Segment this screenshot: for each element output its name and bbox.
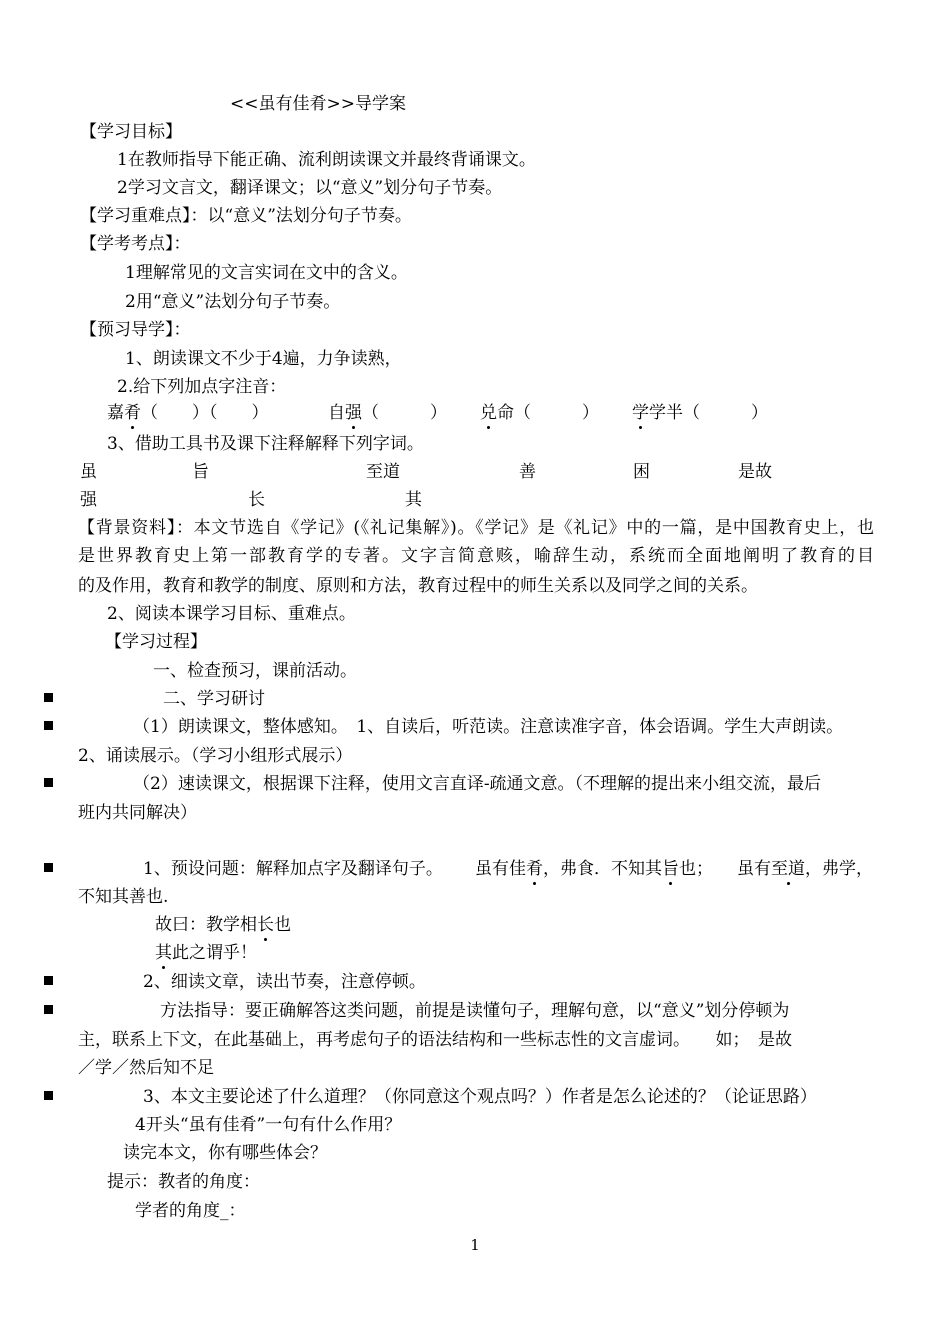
key-points-text: ：以“意义”法划分句子节奏。	[190, 206, 412, 226]
exam-points-heading: 【学考考点】	[80, 234, 174, 254]
word: 自	[328, 403, 345, 423]
preview-item: 2.给下列加点字注音：	[117, 377, 287, 397]
bullet-icon	[44, 1005, 53, 1014]
background-text: ：本文节选自《学记》(《礼记集解》)。《学记》是《礼记》中的一篇，是中国教育史上，也	[175, 518, 875, 538]
dotted-char: 其	[155, 943, 172, 963]
answer-blank: （ ）（ ）	[141, 403, 269, 423]
heading-suffix: ：	[173, 320, 191, 340]
bullet-icon	[44, 863, 53, 872]
bullet-icon	[44, 721, 53, 730]
page-title: <<虽有佳肴>>导学案	[230, 94, 406, 114]
objective-item: 2学习文言文，翻译课文；以“意义”划分句子节奏。	[117, 178, 503, 198]
exam-point-item: 2用“意义”法划分句子节奏。	[125, 292, 341, 312]
dotted-char: 至道	[771, 859, 805, 879]
pinyin-item	[480, 402, 599, 424]
bullet-icon	[44, 1091, 53, 1100]
preview-item: 3、借助工具书及课下注释解释下列字词。	[107, 434, 424, 454]
key-points	[80, 205, 412, 227]
process-item: 读完本文，你有哪些体会？	[123, 1143, 327, 1163]
process-heading: 【学习过程】	[105, 632, 207, 652]
answer-blank: （ ）	[362, 403, 447, 423]
question-sentence	[155, 942, 257, 964]
background-line: 的及作用，教育和教学的制度、原则和方法，教育过程中的师生关系以及同学之间的关系。	[78, 576, 758, 596]
dotted-char: 兑	[480, 403, 497, 423]
bullet-icon	[44, 778, 53, 787]
dotted-char: 长	[257, 915, 274, 935]
dotted-char: 旨	[662, 859, 679, 879]
objective-item: 1在教师指导下能正确、流利朗读课文并最终背诵课文。	[117, 150, 536, 170]
sentence-text: 故曰：教学相	[155, 915, 257, 935]
background-heading: 【背景资料】	[78, 518, 176, 538]
vocab-word: 至道	[366, 462, 400, 482]
page-number: 1	[470, 1236, 480, 1254]
sentence-text: 虽有佳	[475, 859, 526, 879]
bullet-icon	[44, 976, 53, 985]
answer-blank: （ ）	[514, 403, 599, 423]
pinyin-item	[328, 402, 447, 424]
background-line	[78, 514, 874, 543]
sentence-text: 也	[274, 915, 291, 935]
sentence-text: 此之谓乎！	[172, 943, 257, 963]
preview-item: 1、朗读课文不少于4遍，力争读熟，	[125, 349, 402, 369]
preview	[80, 319, 191, 341]
dotted-char: 肴	[526, 859, 543, 879]
sentence-text: ，弗食．不知其	[543, 859, 662, 879]
exam-point-item: 1理解常见的文言实词在文中的含义。	[125, 263, 408, 283]
bullet-icon	[44, 693, 53, 702]
question-sentence: 不知其善也.	[78, 887, 169, 907]
dotted-char: 肴	[124, 403, 141, 423]
preview-heading: 【预习导学】	[80, 320, 174, 340]
question-sentence	[737, 858, 873, 880]
process-item: （1）朗读课文，整体感知。 1、自读后，听范读。注意读准字音，体会语调。学生大声朗读。	[133, 717, 844, 737]
question-sentence	[155, 914, 291, 936]
vocab-word: 旨	[192, 462, 209, 482]
process-step: 一、检查预习，课前活动。	[153, 661, 357, 681]
vocab-word: 虽	[80, 462, 97, 482]
vocab-word: 困	[633, 462, 650, 482]
method-line: 主，联系上下文，在此基础上，再考虑句子的语法结构和一些标志性的文言虚词。 如； 是故	[78, 1030, 792, 1050]
hint: 提示：教者的角度：	[107, 1172, 260, 1192]
word: 命	[497, 403, 514, 423]
vocab-word: 是故	[738, 462, 772, 482]
question-sentence	[475, 858, 713, 880]
vocab-word: 强	[80, 490, 97, 510]
answer-blank: （ ）	[683, 403, 768, 423]
hint: 学者的角度_：	[135, 1201, 246, 1221]
word: 嘉	[107, 403, 124, 423]
read-goals: 2、阅读本课学习目标、重难点。	[107, 604, 356, 624]
background-line: 是世界教育史上第一部教育学的专著。文字言简意赅，喻辞生动，系统而全面地阐明了教育的目	[78, 546, 874, 566]
heading-suffix: ：	[173, 234, 191, 254]
vocab-word: 善	[519, 462, 536, 482]
exam-points	[80, 233, 191, 255]
process-item: 班内共同解决）	[78, 803, 197, 823]
sentence-text: 也；	[679, 859, 713, 879]
dotted-char: 学	[632, 403, 649, 423]
sentence-text: 虽有	[737, 859, 771, 879]
vocab-word: 其	[405, 490, 422, 510]
process-step: 二、学习研讨	[163, 689, 265, 709]
process-item: （2）速读课文，根据课下注释，使用文言直译-疏通文意。（不理解的提出来小组交流，最后	[133, 774, 822, 794]
objectives-heading: 【学习目标】	[80, 122, 182, 142]
word: 学半	[649, 403, 683, 423]
sentence-text: ，弗学，	[805, 859, 873, 879]
process-item: 2、细读文章，读出节奏，注意停顿。	[143, 972, 426, 992]
method-line: ／学／然后知不足	[78, 1058, 214, 1078]
pinyin-item	[107, 402, 269, 424]
process-item: 4开头“虽有佳肴”一句有什么作用？	[135, 1115, 402, 1135]
vocab-word: 长	[248, 490, 265, 510]
pinyin-item	[632, 402, 768, 424]
dotted-char: 强	[345, 403, 362, 423]
question-label: 1、预设问题：解释加点字及翻译句子。	[143, 859, 443, 879]
key-points-heading: 【学习重难点】	[80, 206, 191, 226]
process-item: 3、本文主要论述了什么道理？（你同意这个观点吗？）作者是怎么论述的？（论证思路）	[143, 1087, 817, 1107]
process-item: 2、诵读展示。（学习小组形式展示）	[78, 746, 353, 766]
method-line: 方法指导：要正确解答这类问题，前提是读懂句子，理解句意，以“意义”划分停顿为	[160, 1001, 790, 1021]
